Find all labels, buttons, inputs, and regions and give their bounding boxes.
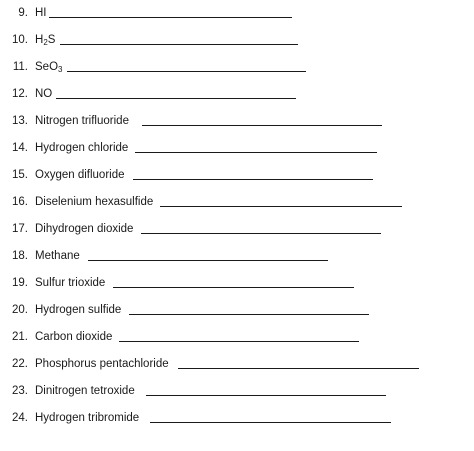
- question-formula: SeO$_3$: [35, 61, 63, 74]
- question-name: Dihydrogen dioxide: [35, 223, 134, 235]
- question-name: Hydrogen sulfide: [35, 304, 122, 316]
- question-name: Methane: [35, 250, 80, 262]
- question-name: Carbon dioxide: [35, 331, 113, 343]
- question-formula: $H_2S$: [35, 34, 56, 47]
- question-name: Sulfur trioxide: [35, 277, 106, 289]
- answer-blank[interactable]: [60, 44, 298, 45]
- question-number: 18.: [12, 250, 28, 262]
- question-name: Dinitrogen tetroxide: [35, 385, 135, 397]
- question-number: 14.: [12, 142, 28, 154]
- question-number: 16.: [12, 196, 28, 208]
- question-name: Hydrogen tribromide: [35, 412, 140, 424]
- question-number: 15.: [12, 169, 28, 181]
- question-number: 21.: [12, 331, 28, 343]
- answer-blank[interactable]: [146, 395, 386, 396]
- answer-blank[interactable]: [49, 17, 292, 18]
- question-number: 17.: [12, 223, 28, 235]
- answer-blank[interactable]: [67, 71, 306, 72]
- question-formula: HI: [35, 7, 47, 19]
- answer-blank[interactable]: [133, 179, 373, 180]
- question-number: 10.: [12, 34, 28, 46]
- answer-blank[interactable]: [150, 422, 391, 423]
- question-name: Phosphorus pentachloride: [35, 358, 169, 370]
- answer-blank[interactable]: [113, 287, 354, 288]
- answer-blank[interactable]: [142, 125, 382, 126]
- answer-blank[interactable]: [119, 341, 359, 342]
- question-number: 9.: [18, 7, 28, 19]
- question-number: 11.: [12, 61, 28, 73]
- question-number: 13.: [12, 115, 28, 127]
- question-name: Oxygen difluoride: [35, 169, 125, 181]
- question-number: 19.: [12, 277, 28, 289]
- question-number: 24.: [12, 412, 28, 424]
- answer-blank[interactable]: [141, 233, 381, 234]
- question-formula: NO: [35, 88, 53, 100]
- question-number: 22.: [12, 358, 28, 370]
- question-name: Nitrogen trifluoride: [35, 115, 129, 127]
- answer-blank[interactable]: [129, 314, 369, 315]
- question-number: 23.: [12, 385, 28, 397]
- question-number: 20.: [12, 304, 28, 316]
- answer-blank[interactable]: [56, 98, 296, 99]
- question-name: Diselenium hexasulfide: [35, 196, 154, 208]
- question-name: Hydrogen chloride: [35, 142, 129, 154]
- answer-blank[interactable]: [135, 152, 377, 153]
- answer-blank[interactable]: [160, 206, 402, 207]
- answer-blank[interactable]: [178, 368, 419, 369]
- question-number: 12.: [12, 88, 28, 100]
- answer-blank[interactable]: [88, 260, 328, 261]
